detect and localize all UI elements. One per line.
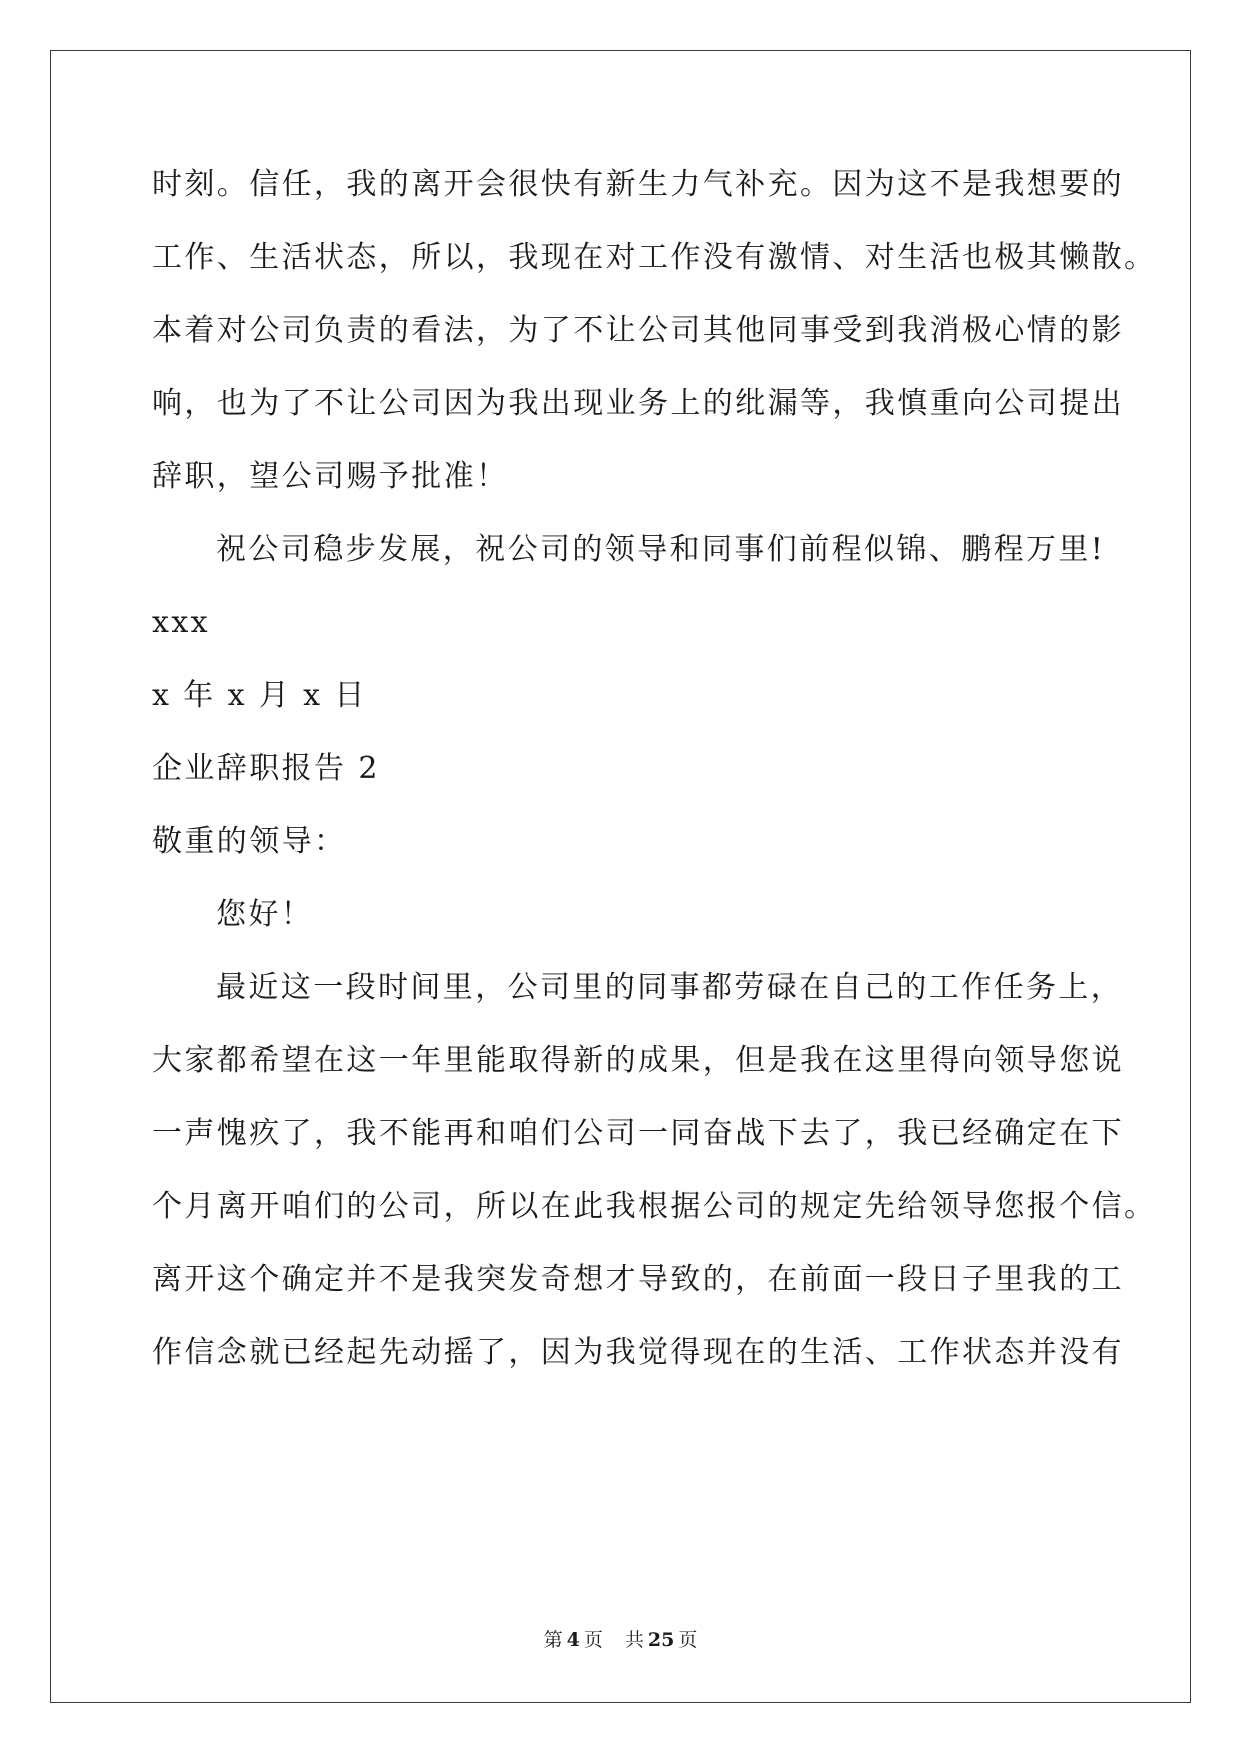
page-border bbox=[50, 50, 1191, 1703]
text-line: 最近这一段时间里，公司里的同事都劳碌在自己的工作任务上， bbox=[216, 970, 1124, 1005]
text-line: 工作、生活状态，所以，我现在对工作没有激情、对生活也极其懒散。 bbox=[152, 240, 1157, 275]
section-title: 企业辞职报告 2 bbox=[152, 751, 380, 786]
text-line: 辞职，望公司赐予批准！ bbox=[152, 459, 509, 494]
page-number-footer bbox=[0, 1628, 1241, 1652]
page-prefix: 第 bbox=[543, 1629, 563, 1651]
current-page-number: 4 bbox=[566, 1629, 580, 1651]
total-pages-number: 25 bbox=[647, 1629, 675, 1651]
text-line: 祝公司稳步发展，祝公司的领导和同事们前程似锦、鹏程万里! bbox=[216, 532, 1106, 567]
salutation: 敬重的领导： bbox=[152, 824, 347, 859]
text-line: 响，也为了不让公司因为我出现业务上的纰漏等，我慎重向公司提出 bbox=[152, 386, 1124, 421]
total-prefix: 共 bbox=[624, 1629, 644, 1651]
text-line: 一声愧疚了，我不能再和咱们公司一同奋战下去了，我已经确定在下 bbox=[152, 1116, 1124, 1151]
text-line: 时刻。信任，我的离开会很快有新生力气补充。因为这不是我想要的 bbox=[152, 167, 1124, 202]
signature: xxx bbox=[152, 605, 210, 640]
text-line: 作信念就已经起先动摇了，因为我觉得现在的生活、工作状态并没有 bbox=[152, 1335, 1124, 1370]
text-line: 本着对公司负责的看法，为了不让公司其他同事受到我消极心情的影 bbox=[152, 313, 1124, 348]
greeting: 您好！ bbox=[216, 897, 314, 932]
text-line: 大家都希望在这一年里能取得新的成果，但是我在这里得向领导您说 bbox=[152, 1043, 1124, 1078]
text-line: 个月离开咱们的公司，所以在此我根据公司的规定先给领导您报个信。 bbox=[152, 1189, 1157, 1224]
total-unit: 页 bbox=[678, 1629, 698, 1651]
page-unit: 页 bbox=[583, 1629, 603, 1651]
text-line: 离开这个确定并不是我突发奇想才导致的，在前面一段日子里我的工 bbox=[152, 1262, 1124, 1297]
date-line: x 年 x 月 x 日 bbox=[152, 678, 367, 713]
